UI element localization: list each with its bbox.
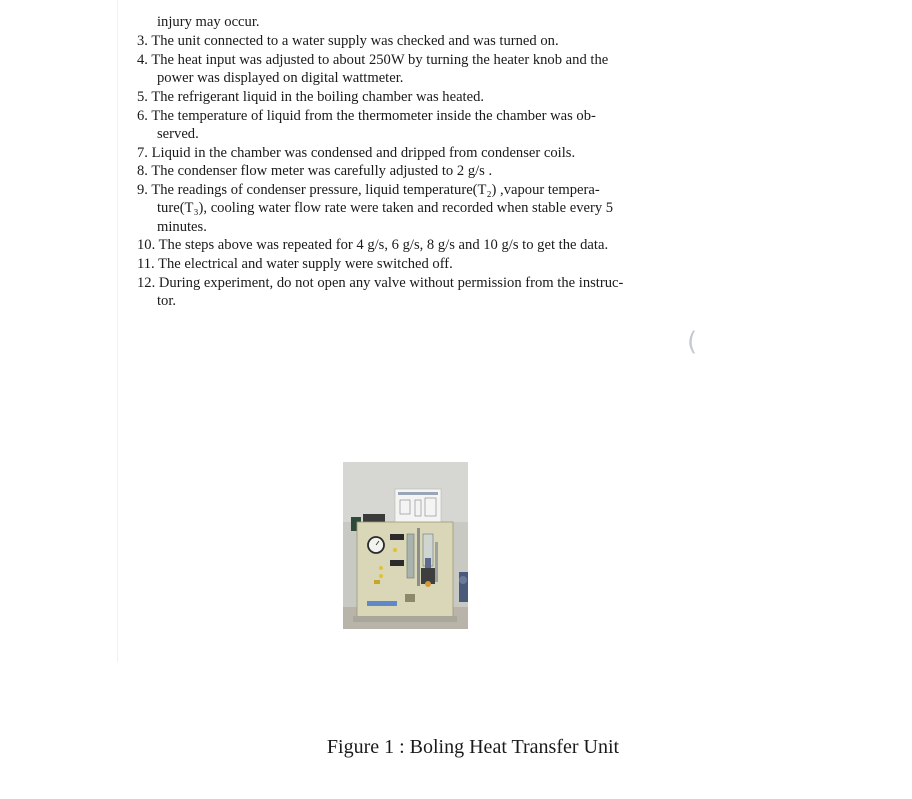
step-line: served.: [157, 126, 199, 142]
step-line: tor.: [157, 293, 177, 309]
step-line: power was displayed on digital wattmeter.: [157, 70, 404, 86]
step-line: ture(T₃), cooling water flow rate were taken and recorded when stable every 5: [157, 200, 614, 216]
step-line: 7. Liquid in the chamber was condensed and dripped from condenser coils.: [137, 145, 576, 161]
boiling-heat-transfer-unit-photo: [343, 462, 468, 629]
step-line: 6. The temperature of liquid from the thermometer inside the chamber was ob-: [137, 108, 596, 124]
figure-caption: Figure 1 : Boling Heat Transfer Unit: [326, 736, 620, 758]
step-line: minutes.: [157, 219, 207, 235]
step-line: 11. The electrical and water supply were switched off.: [137, 256, 453, 272]
step-line: 9. The readings of condenser pressure, liquid temperature(T₂) ,vapour tempera-: [137, 182, 600, 198]
step-line: 3. The unit connected to a water supply was checked and was turned on.: [137, 33, 559, 49]
step-line: 12. During experiment, do not open any valve without permission from the instruc-: [137, 275, 624, 291]
step-line: 5. The refrigerant liquid in the boiling chamber was heated.: [137, 89, 485, 105]
step-line: injury may occur.: [157, 14, 260, 30]
step-line: 10. The steps above was repeated for 4 g/s, 6 g/s, 8 g/s and 10 g/s to get the data.: [137, 237, 609, 253]
step-line: 8. The condenser flow meter was carefully adjusted to 2 g/s .: [137, 163, 493, 179]
page-margin-edge: [117, 0, 118, 662]
step-line: 4. The heat input was adjusted to about 250W by turning the heater knob and the: [137, 52, 609, 68]
stray-parenthesis-mark: (: [687, 327, 698, 357]
